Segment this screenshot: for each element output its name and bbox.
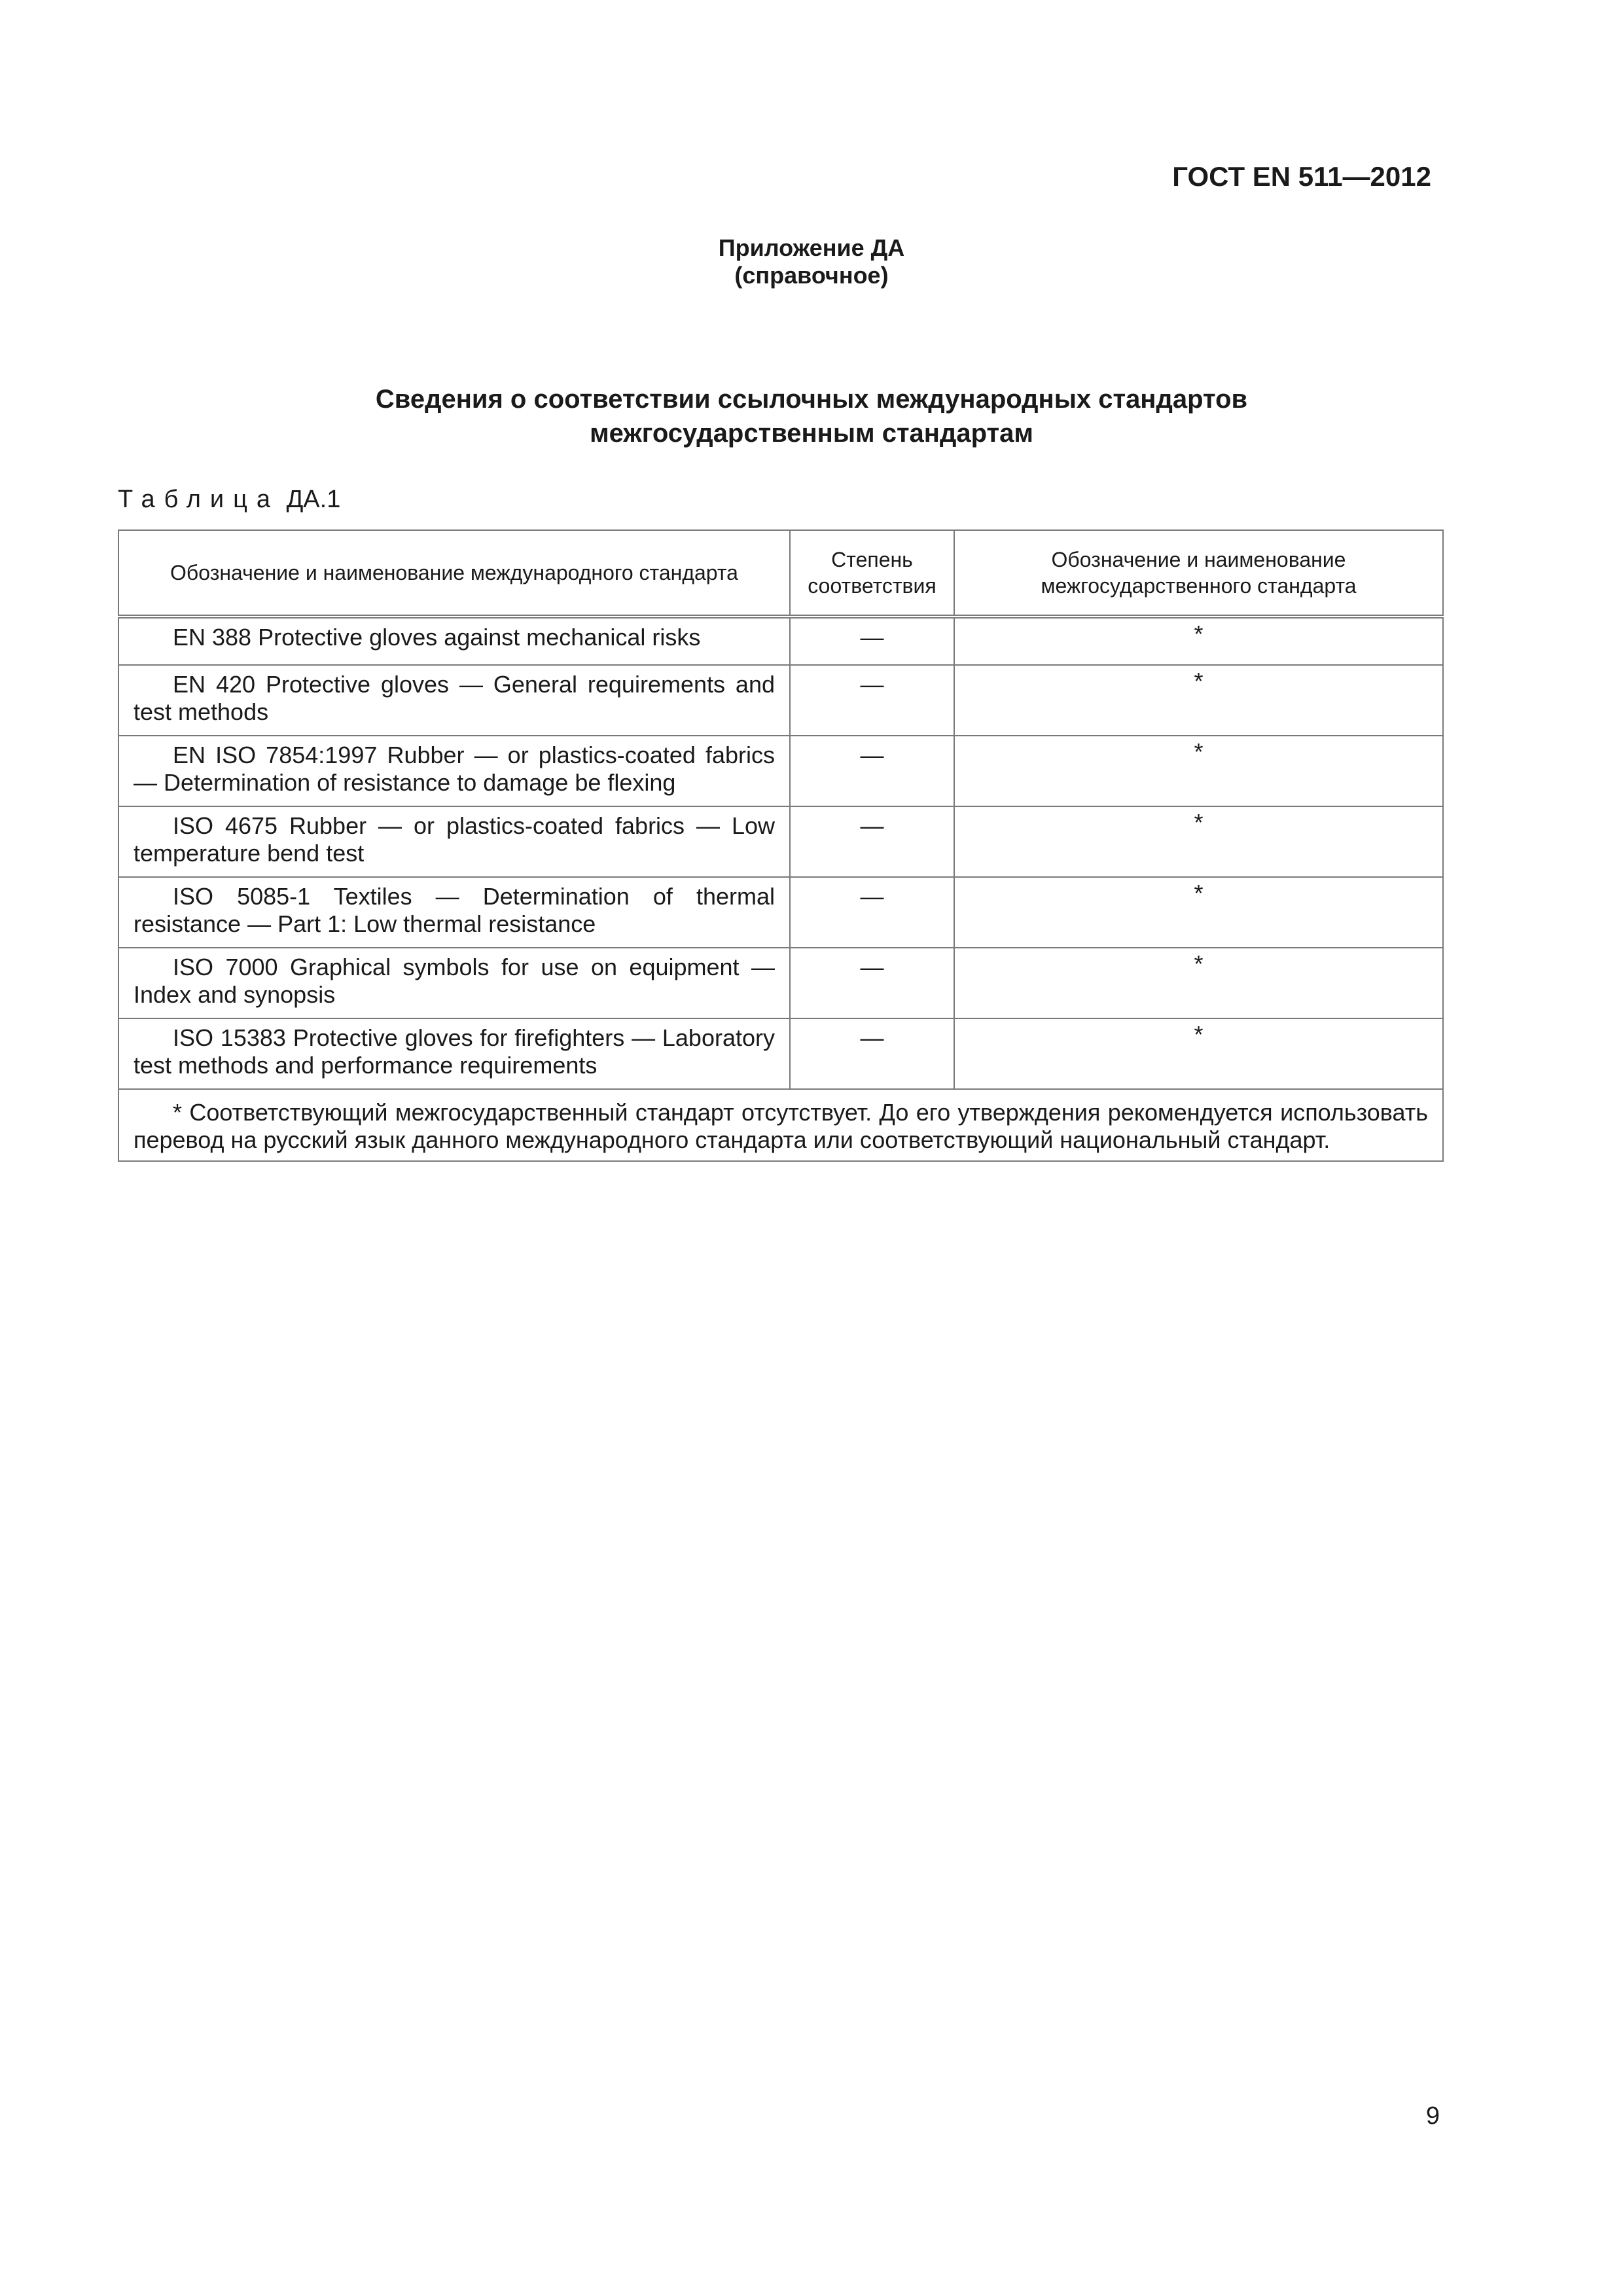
cell-international-standard: EN ISO 7854:1997 Rubber — or plastics-coated fabrics — Determination of resistance to damage be flexing [118,736,790,806]
cell-degree: — [790,736,954,806]
column-header-international: Обозначение и наименование международного стандарта [118,530,790,617]
table-row [118,1018,1443,1089]
cell-degree: — [790,1018,954,1089]
cell-interstate-standard: * [954,617,1443,665]
table-row [118,948,1443,1018]
page-number: 9 [1425,2102,1440,2130]
cell-degree: — [790,617,954,665]
cell-international-standard: ISO 7000 Graphical symbols for use on equipment — Index and synopsis [118,948,790,1018]
cell-interstate-standard: * [954,806,1443,877]
cell-interstate-standard: * [954,736,1443,806]
cell-international-standard: ISO 4675 Rubber — or plastics-coated fabrics — Low temperature bend test [118,806,790,877]
annex-status: (справочное) [734,262,889,289]
cell-degree: — [790,948,954,1018]
table-row [118,617,1443,665]
cell-interstate-standard: * [954,1018,1443,1089]
cell-interstate-standard: * [954,948,1443,1018]
table-row [118,806,1443,877]
section-heading [0,382,1623,450]
cell-degree: — [790,877,954,948]
cell-degree: — [790,806,954,877]
document-code: ГОСТ EN 511—2012 [1172,161,1431,192]
table-row [118,877,1443,948]
cell-international-standard: ISO 5085-1 Textiles — Determination of thermal resistance — Part 1: Low thermal resistance [118,877,790,948]
cell-interstate-standard: * [954,877,1443,948]
section-heading-line-2: межгосударственным стандартам [590,419,1033,448]
cell-international-standard: EN 388 Protective gloves against mechanical risks [118,617,790,665]
cell-interstate-standard: * [954,665,1443,736]
table-row [118,665,1443,736]
table-footnote: * Соответствующий межгосударственный стандарт отсутствует. До его утверждения рекомендуется использовать перевод на русский язык данного международного стандарта или соответствующий национальный стандарт. [118,1089,1443,1161]
annex-title: Приложение ДА [718,234,905,261]
standards-correspondence-table [118,529,1444,1162]
table-row [118,736,1443,806]
table-label-word: Таблица [118,486,279,513]
table-header-row [118,530,1443,617]
cell-international-standard: EN 420 Protective gloves — General requirements and test methods [118,665,790,736]
cell-degree: — [790,665,954,736]
table-label-number: ДА.1 [286,486,341,513]
table-label [118,486,340,514]
section-heading-line-1: Сведения о соответствии ссылочных международных стандартов [375,385,1248,414]
cell-international-standard: ISO 15383 Protective gloves for firefighters — Laboratory test methods and performance requirements [118,1018,790,1089]
column-header-interstate: Обозначение и наименование межгосударственного стандарта [954,530,1443,617]
table-footnote-row [118,1089,1443,1161]
column-header-degree: Степень соответствия [790,530,954,617]
